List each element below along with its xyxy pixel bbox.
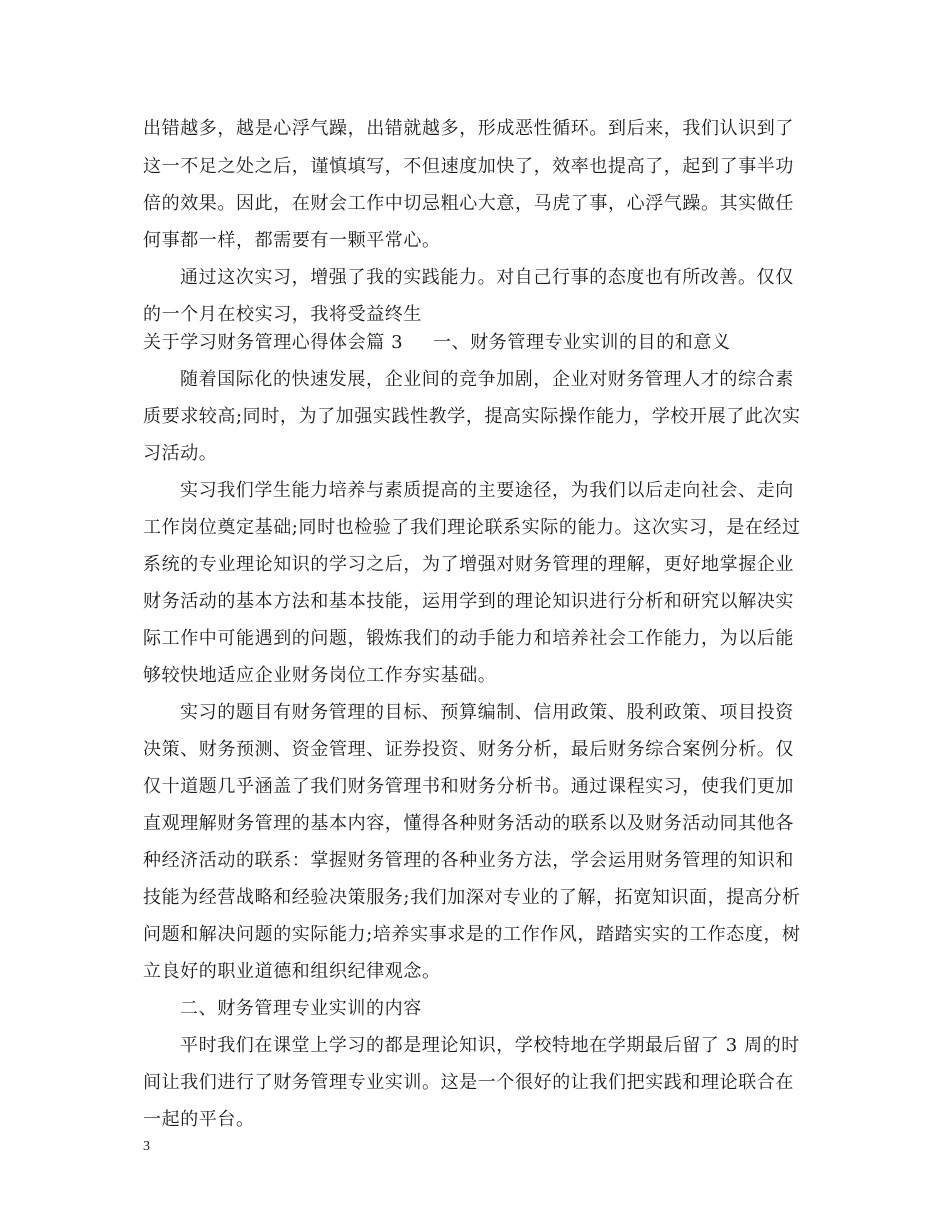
paragraph-line: 随着国际化的快速发展，企业间的竞争加剧，企业对财务管理人才的综合素 (180, 369, 794, 390)
paragraph-line: 技能为经营战略和经验决策服务;我们加深对专业的了解，拓宽知识面，提高分析 (143, 887, 801, 908)
paragraph-line: 何事都一样，都需要有一颗平常心。 (143, 230, 441, 251)
paragraph-line: 财务活动的基本方法和基本技能，运用学到的理论知识进行分析和研究以解决实 (143, 591, 794, 612)
paragraph-line: 问题和解决问题的实际能力;培养实事求是的工作作风，踏踏实实的工作态度，树 (143, 924, 801, 945)
paragraph-line: 间让我们进行了财务管理专业实训。这是一个很好的让我们把实践和理论联合在 (143, 1072, 794, 1093)
paragraph-line: 系统的专业理论知识的学习之后，为了增强对财务管理的理解，更好地掌握企业 (143, 554, 794, 575)
section-subtitle: 一、财务管理专业实训的目的和意义 (433, 332, 731, 353)
paragraph-line: 通过这次实习，增强了我的实践能力。对自己行事的态度也有所改善。仅仅 (180, 267, 794, 288)
paragraph-line: 实习我们学生能力培养与素质提高的主要途径，为我们以后走向社会、走向 (180, 480, 794, 501)
paragraph-line: 出错越多，越是心浮气躁，出错就越多，形成恶性循环。到后来，我们认识到了 (143, 118, 794, 139)
section-heading-line (143, 328, 783, 358)
paragraph-line: 习活动。 (143, 443, 218, 464)
paragraph-line: 立良好的职业道德和组织纪律观念。 (143, 961, 441, 982)
paragraph-line: 平时我们在课堂上学习的都是理论知识，学校特地在学期最后留了 3 周的时 (180, 1035, 800, 1056)
paragraph-line: 倍的效果。因此，在财会工作中切忌粗心大意，马虎了事，心浮气躁。其实做任 (143, 193, 794, 214)
paragraph-line: 实习的题目有财务管理的目标、预算编制、信用政策、股利政策、项目投资 (180, 702, 794, 723)
section-title: 关于学习财务管理心得体会篇 3 (143, 332, 404, 353)
paragraph-line: 工作岗位奠定基础;同时也检验了我们理论联系实际的能力。这次实习，是在经过 (143, 517, 801, 538)
page-number: 3 (143, 1139, 150, 1154)
paragraph-line: 质要求较高;同时，为了加强实践性教学，提高实际操作能力，学校开展了此次实 (143, 406, 801, 427)
paragraph-line: 直观理解财务管理的基本内容，懂得各种财务活动的联系以及财务活动同其他各 (143, 813, 794, 834)
paragraph-line: 的一个月在校实习，我将受益终生 (143, 304, 422, 325)
paragraph-line: 一起的平台。 (143, 1109, 255, 1130)
paragraph-line: 够较快地适应企业财务岗位工作夯实基础。 (143, 665, 497, 686)
paragraph-line: 仅十道题几乎涵盖了我们财务管理书和财务分析书。通过课程实习，使我们更加 (143, 776, 794, 797)
paragraph-line: 决策、财务预测、资金管理、证券投资、财务分析，最后财务综合案例分析。仅 (143, 739, 794, 760)
paragraph-line: 种经济活动的联系：掌握财务管理的各种业务方法，学会运用财务管理的知识和 (143, 850, 794, 871)
paragraph-line: 际工作中可能遇到的问题，锻炼我们的动手能力和培养社会工作能力，为以后能 (143, 628, 794, 649)
paragraph-line: 这一不足之处之后，谨慎填写，不但速度加快了，效率也提高了，起到了事半功 (143, 156, 794, 177)
subsection-heading: 二、财务管理专业实训的内容 (180, 998, 422, 1019)
